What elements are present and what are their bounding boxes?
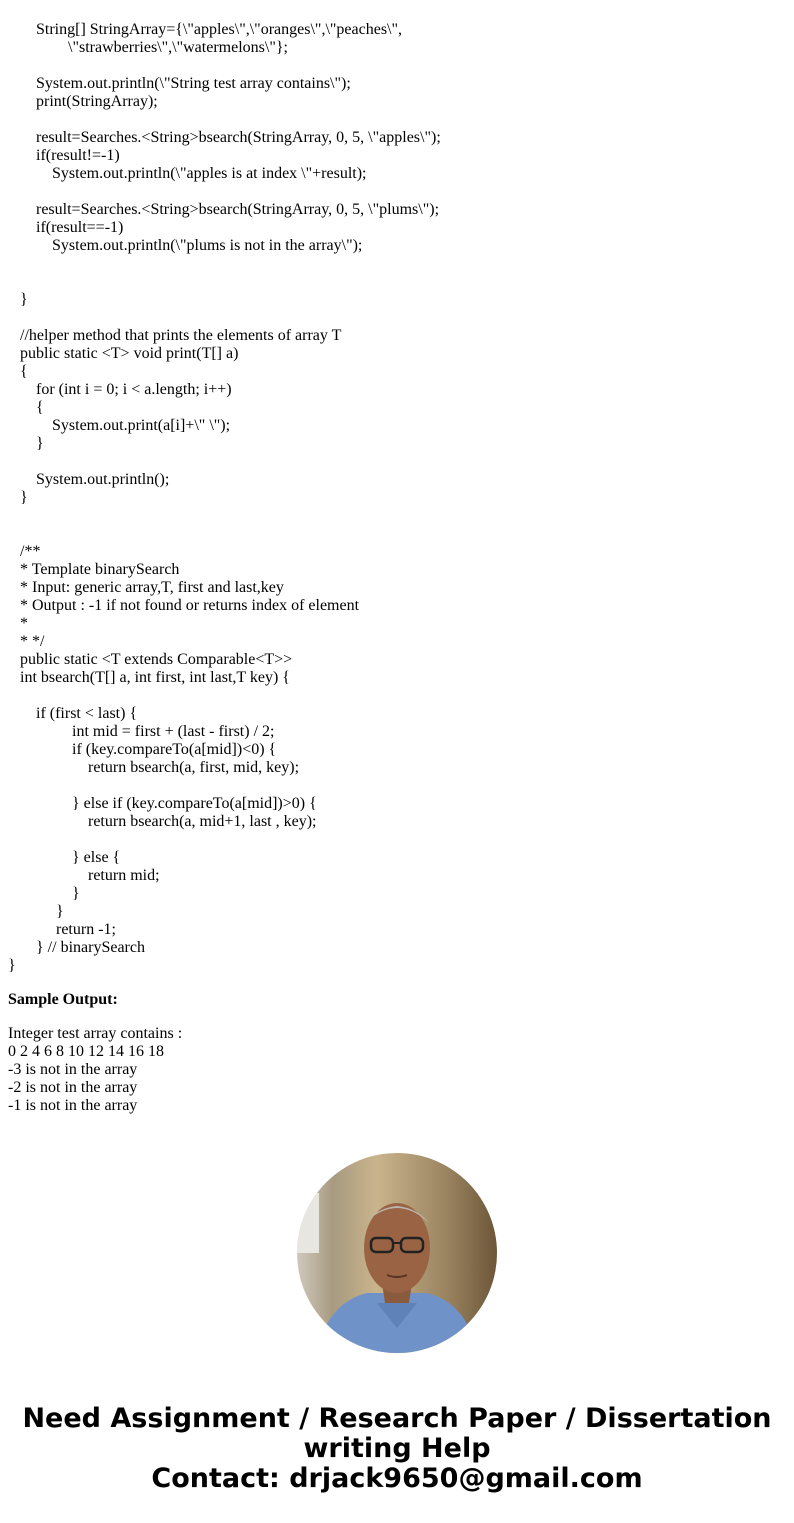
code-line: } // binarySearch xyxy=(8,939,145,956)
code-line xyxy=(8,687,788,705)
output-line: -3 is not in the array xyxy=(8,1061,138,1078)
code-line xyxy=(8,183,788,201)
code-line: return bsearch(a, first, mid, key); xyxy=(8,759,300,776)
code-line: } xyxy=(8,885,80,902)
code-line: if(result!=-1) xyxy=(8,147,120,164)
code-line: * Input: generic array,T, first and last,key xyxy=(8,579,284,596)
code-line xyxy=(8,255,788,273)
code-line: if(result==-1) xyxy=(8,219,124,236)
output-line: 0 2 4 6 8 10 12 14 16 18 xyxy=(8,1043,164,1060)
output-line: -1 is not in the array xyxy=(8,1097,138,1114)
code-line: \"strawberries\",\"watermelons\"}; xyxy=(8,39,288,56)
sample-output xyxy=(8,1025,788,1115)
code-line: } xyxy=(8,435,44,452)
sample-output-heading: Sample Output: xyxy=(8,991,118,1008)
code-block xyxy=(8,21,788,975)
code-line: if (first < last) { xyxy=(8,705,138,722)
document-content xyxy=(8,21,788,1122)
code-line: public static <T> void print(T[] a) xyxy=(8,345,239,362)
code-line: * */ xyxy=(8,633,45,650)
code-line xyxy=(8,507,788,525)
code-line: System.out.println(\"String test array contains\"); xyxy=(8,75,351,92)
code-line xyxy=(8,831,788,849)
code-line: * Template binarySearch xyxy=(8,561,180,578)
code-line: } xyxy=(8,489,28,506)
author-photo xyxy=(297,1153,497,1353)
banner-contact-email[interactable]: Contact: drjack9650@gmail.com xyxy=(151,1463,643,1494)
code-line: //helper method that prints the elements of array T xyxy=(8,327,342,344)
code-line: } xyxy=(8,903,64,920)
contact-banner xyxy=(0,1404,794,1494)
code-line xyxy=(8,309,788,327)
code-line: System.out.println(\"apples is at index \"+result); xyxy=(8,165,367,182)
code-line: return -1; xyxy=(8,921,116,938)
code-line: public static <T extends Comparable<T>> xyxy=(8,651,293,668)
code-line: result=Searches.<String>bsearch(StringArray, 0, 5, \"apples\"); xyxy=(8,129,441,146)
person-portrait-icon xyxy=(297,1153,497,1353)
code-line: } xyxy=(8,957,16,974)
code-line: { xyxy=(8,399,44,416)
code-line xyxy=(8,111,788,129)
code-line: int bsearch(T[] a, int first, int last,T key) { xyxy=(8,669,290,686)
code-line: String[] StringArray={\"apples\",\"oranges\",\"peaches\", xyxy=(8,21,403,38)
code-line xyxy=(8,453,788,471)
banner-line-2: writing Help xyxy=(303,1433,491,1464)
code-line: if (key.compareTo(a[mid])<0) { xyxy=(8,741,277,758)
code-line: int mid = first + (last - first) / 2; xyxy=(8,723,275,740)
code-line: return mid; xyxy=(8,867,160,884)
code-line: } else { xyxy=(8,849,121,866)
code-line: return bsearch(a, mid+1, last , key); xyxy=(8,813,317,830)
code-line: print(StringArray); xyxy=(8,93,158,110)
code-line xyxy=(8,777,788,795)
code-line: for (int i = 0; i < a.length; i++) xyxy=(8,381,232,398)
code-line: { xyxy=(8,363,28,380)
code-line: * xyxy=(8,615,28,632)
code-line: } xyxy=(8,291,28,308)
banner-line-1: Need Assignment / Research Paper / Dissertation xyxy=(22,1403,772,1434)
code-line: * Output : -1 if not found or returns index of element xyxy=(8,597,360,614)
code-line xyxy=(8,273,788,291)
code-line: System.out.print(a[i]+\" \"); xyxy=(8,417,231,434)
code-line xyxy=(8,57,788,75)
output-line: -2 is not in the array xyxy=(8,1079,138,1096)
code-line: System.out.println(); xyxy=(8,471,170,488)
code-line: /** xyxy=(8,543,41,560)
code-line xyxy=(8,525,788,543)
code-line: System.out.println(\"plums is not in the array\"); xyxy=(8,237,363,254)
code-line: } else if (key.compareTo(a[mid])>0) { xyxy=(8,795,317,812)
output-line: Integer test array contains : xyxy=(8,1025,183,1042)
code-line: result=Searches.<String>bsearch(StringArray, 0, 5, \"plums\"); xyxy=(8,201,440,218)
